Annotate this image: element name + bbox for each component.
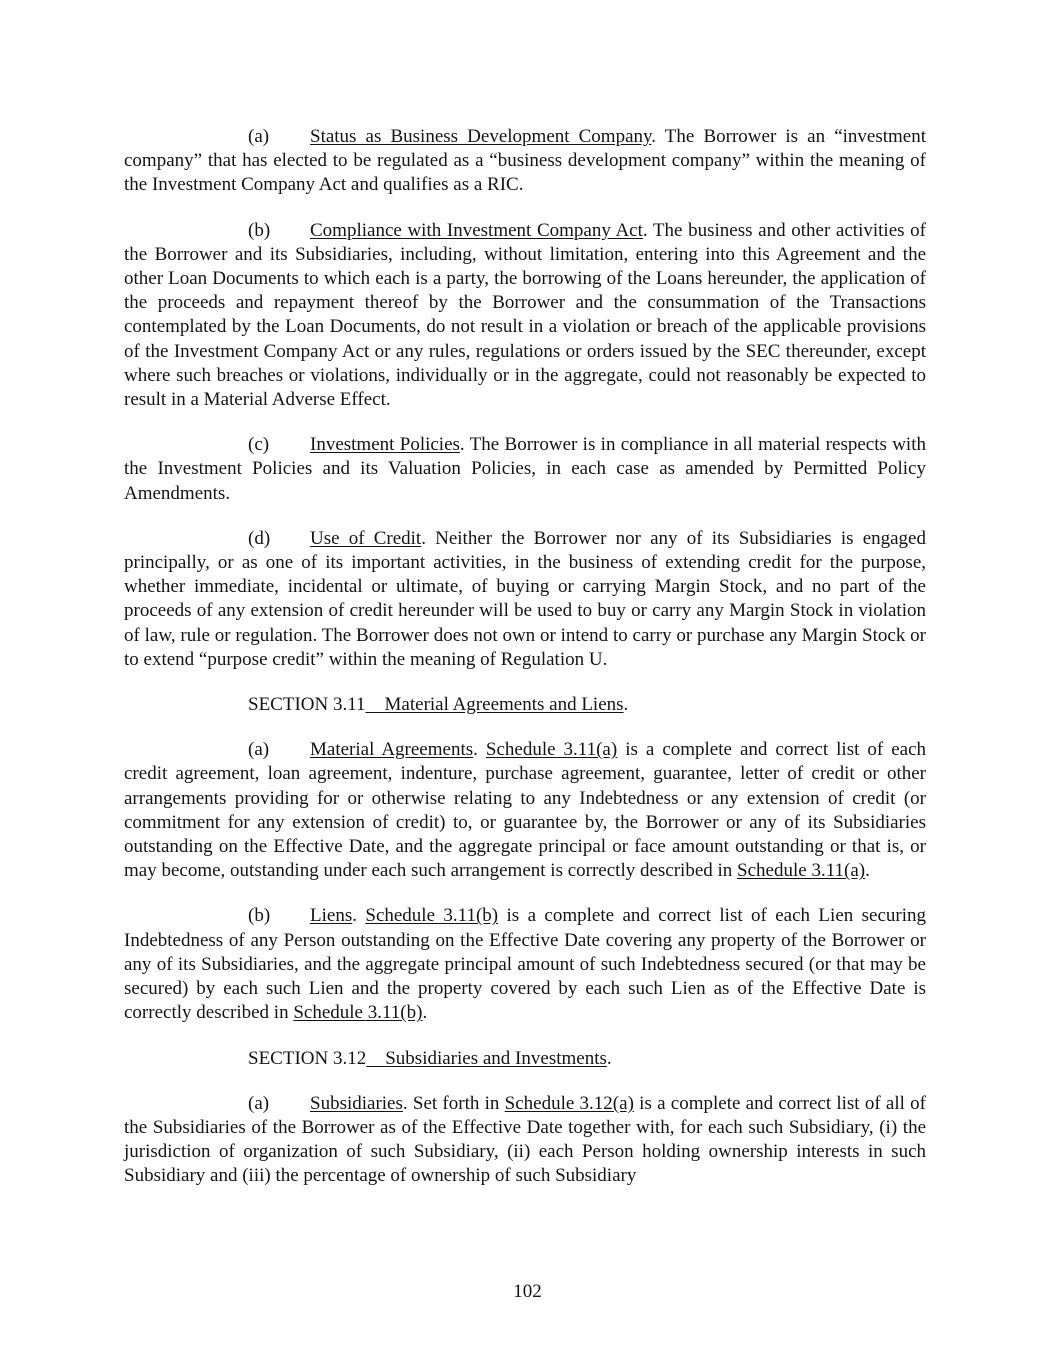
paragraph-text: is a complete and correct list of each Lien securing Indebtedness of any Person outstanding on the Effective Date covering any property of the Borrower or any of its Subsidiaries, and the aggregate principal amount of such Indebtedness secured (or that may be secured) by each such Lien and the property covered by each such Lien as of the Effective Date is correctly described in <box>124 905 927 1024</box>
paragraph-a-status-bdc <box>124 125 926 198</box>
paragraph-text: . The Borrower is an “investment company” that has elected to be regulated as a “business development company” within the meaning of the Investment Company Act and qualifies as a RIC. <box>124 126 927 196</box>
paragraph-heading: Investment Policies <box>310 434 460 456</box>
paragraph-label: (d) <box>248 527 271 549</box>
section-3-11-heading: SECTION 3.11 Material Agreements and Liens. <box>248 694 629 716</box>
schedule-reference: Schedule 3.11(a) <box>485 739 618 761</box>
section-number: SECTION 3.12 <box>248 1047 367 1069</box>
paragraph-label: (a) <box>248 126 270 147</box>
page-number: 102 <box>513 1281 542 1302</box>
paragraph-3-11-a-material-agreements: (a) Material Agreements. Schedule 3.11(a) is a complete and correct list of each credit agreement, loan agreement, indenture, purchase agreement, guarantee, letter of credit or other arrangements providing for or otherwise relating to any Indebtedness or any extension of credit (or commitment for any extension of credit) to, or guarantee by, the Borrower or any of its Subsidiaries outstanding on the Effective Date, and the aggregate principal or face amount outstanding or that is, or may become, outstanding under each such arrangement is correctly described in Schedule 3.11(a). <box>124 739 927 882</box>
section-number: SECTION 3.11 <box>248 694 366 716</box>
paragraph-label: (b) <box>248 905 271 927</box>
paragraph-d-use-of-credit <box>124 527 926 672</box>
paragraph-text: is a complete and correct list of each credit agreement, loan agreement, indenture, purchase agreement, guarantee, letter of credit or other arrangements providing for or otherwise relating to any Indebtedness or any extension of credit (or commitment for any extension of credit) to, or guarantee by, the Borrower or any of its Subsidiaries outstanding on the Effective Date, and the aggregate principal or face amount outstanding or that is, or may become, outstanding under each such arrangement is correctly described in <box>124 739 927 882</box>
paragraph-3-12-a-subsidiaries: (a) Subsidiaries. Set forth in Schedule 3.12(a) is a complete and correct list of all of the Subsidiaries of the Borrower as of the Effective Date together with, for each such Subsidiary, (i) the jurisdiction of organization of such Subsidiary, (ii) each Person holding ownership interests in such Subsidiary and (iii) the percentage of ownership of such Subsidiary <box>124 1092 926 1187</box>
paragraph-c-investment-policies <box>124 433 926 506</box>
paragraph-label: (a) <box>248 1092 270 1114</box>
schedule-reference: Schedule 3.12(a) <box>504 1092 634 1114</box>
section-title: Material Agreements and Liens <box>384 694 624 716</box>
paragraph-b-compliance <box>124 219 926 413</box>
section-title: Subsidiaries and Investments <box>385 1047 607 1069</box>
paragraph-text: . The business and other activities of the Borrower and its Subsidiaries, including, without limitation, entering into this Agreement and the other Loan Documents to which each is a party, the borrowing of the Loans hereunder, the application of the proceeds and repayment thereof by the Borrower and the consummation of the Transactions contemplated by the Loan Documents, do not result in a violation or breach of the applicable provisions of the Investment Company Act or any rules, regulations or orders issued by the SEC thereunder, except where such breaches or violations, individually or in the aggregate, could not reasonably be expected to result in a Material Adverse Effect. <box>124 219 926 411</box>
paragraph-label: (c) <box>248 434 270 456</box>
schedule-reference: Schedule 3.11(b) <box>293 1002 423 1024</box>
paragraph-3-11-b-liens: (b) Liens. Schedule 3.11(b) is a complete and correct list of each Lien securing Indebtedness of any Person outstanding on the Effective Date covering any property of the Borrower or any of its Subsidiaries, and the aggregate principal amount of such Indebtedness secured (or that may be secured) by each such Lien and the property covered by each such Lien as of the Effective Date is correctly described in Schedule 3.11(b). <box>124 905 927 1024</box>
paragraph-heading: Compliance with Investment Company Act <box>310 219 643 241</box>
paragraph-heading: Material Agreements <box>310 739 474 761</box>
paragraph-heading: Liens <box>310 905 353 927</box>
schedule-reference: Schedule 3.11(a) <box>737 860 866 882</box>
paragraph-text: . The Borrower is in compliance in all material respects with the Investment Policies and its Valuation Policies, in each case as amended by Permitted Policy Amendments. <box>124 434 926 504</box>
paragraph-text: . Neither the Borrower nor any of its Subsidiaries is engaged principally, or as one of its important activities, in the business of extending credit for the purpose, whether immediate, incidental or ultimate, of buying or carrying Margin Stock, and no part of the proceeds of any extension of credit hereunder will be used to buy or carry any Margin Stock in violation of law, rule or regulation. The Borrower does not own or intend to carry or purchase any Margin Stock or to extend “purpose credit” within the meaning of Regulation U. <box>124 527 926 670</box>
paragraph-label: (b) <box>248 219 271 241</box>
paragraph-heading: Status as Business Development Company <box>310 126 652 147</box>
section-3-12-heading: SECTION 3.12 Subsidiaries and Investments. <box>248 1047 612 1069</box>
paragraph-heading: Subsidiaries <box>310 1092 403 1114</box>
paragraph-label: (a) <box>248 739 270 761</box>
schedule-reference: Schedule 3.11(b) <box>365 905 499 927</box>
paragraph-text: is a complete and correct list of all of the Subsidiaries of the Borrower as of the Effective Date together with, for each such Subsidiary, (i) the jurisdiction of organization of such Subsidiary, (ii) each Person holding ownership interests in such Subsidiary and (iii) the percentage of ownership of such Subsidiary <box>124 1092 926 1187</box>
document-page <box>124 125 926 1210</box>
paragraph-heading: Use of Credit <box>310 527 422 549</box>
